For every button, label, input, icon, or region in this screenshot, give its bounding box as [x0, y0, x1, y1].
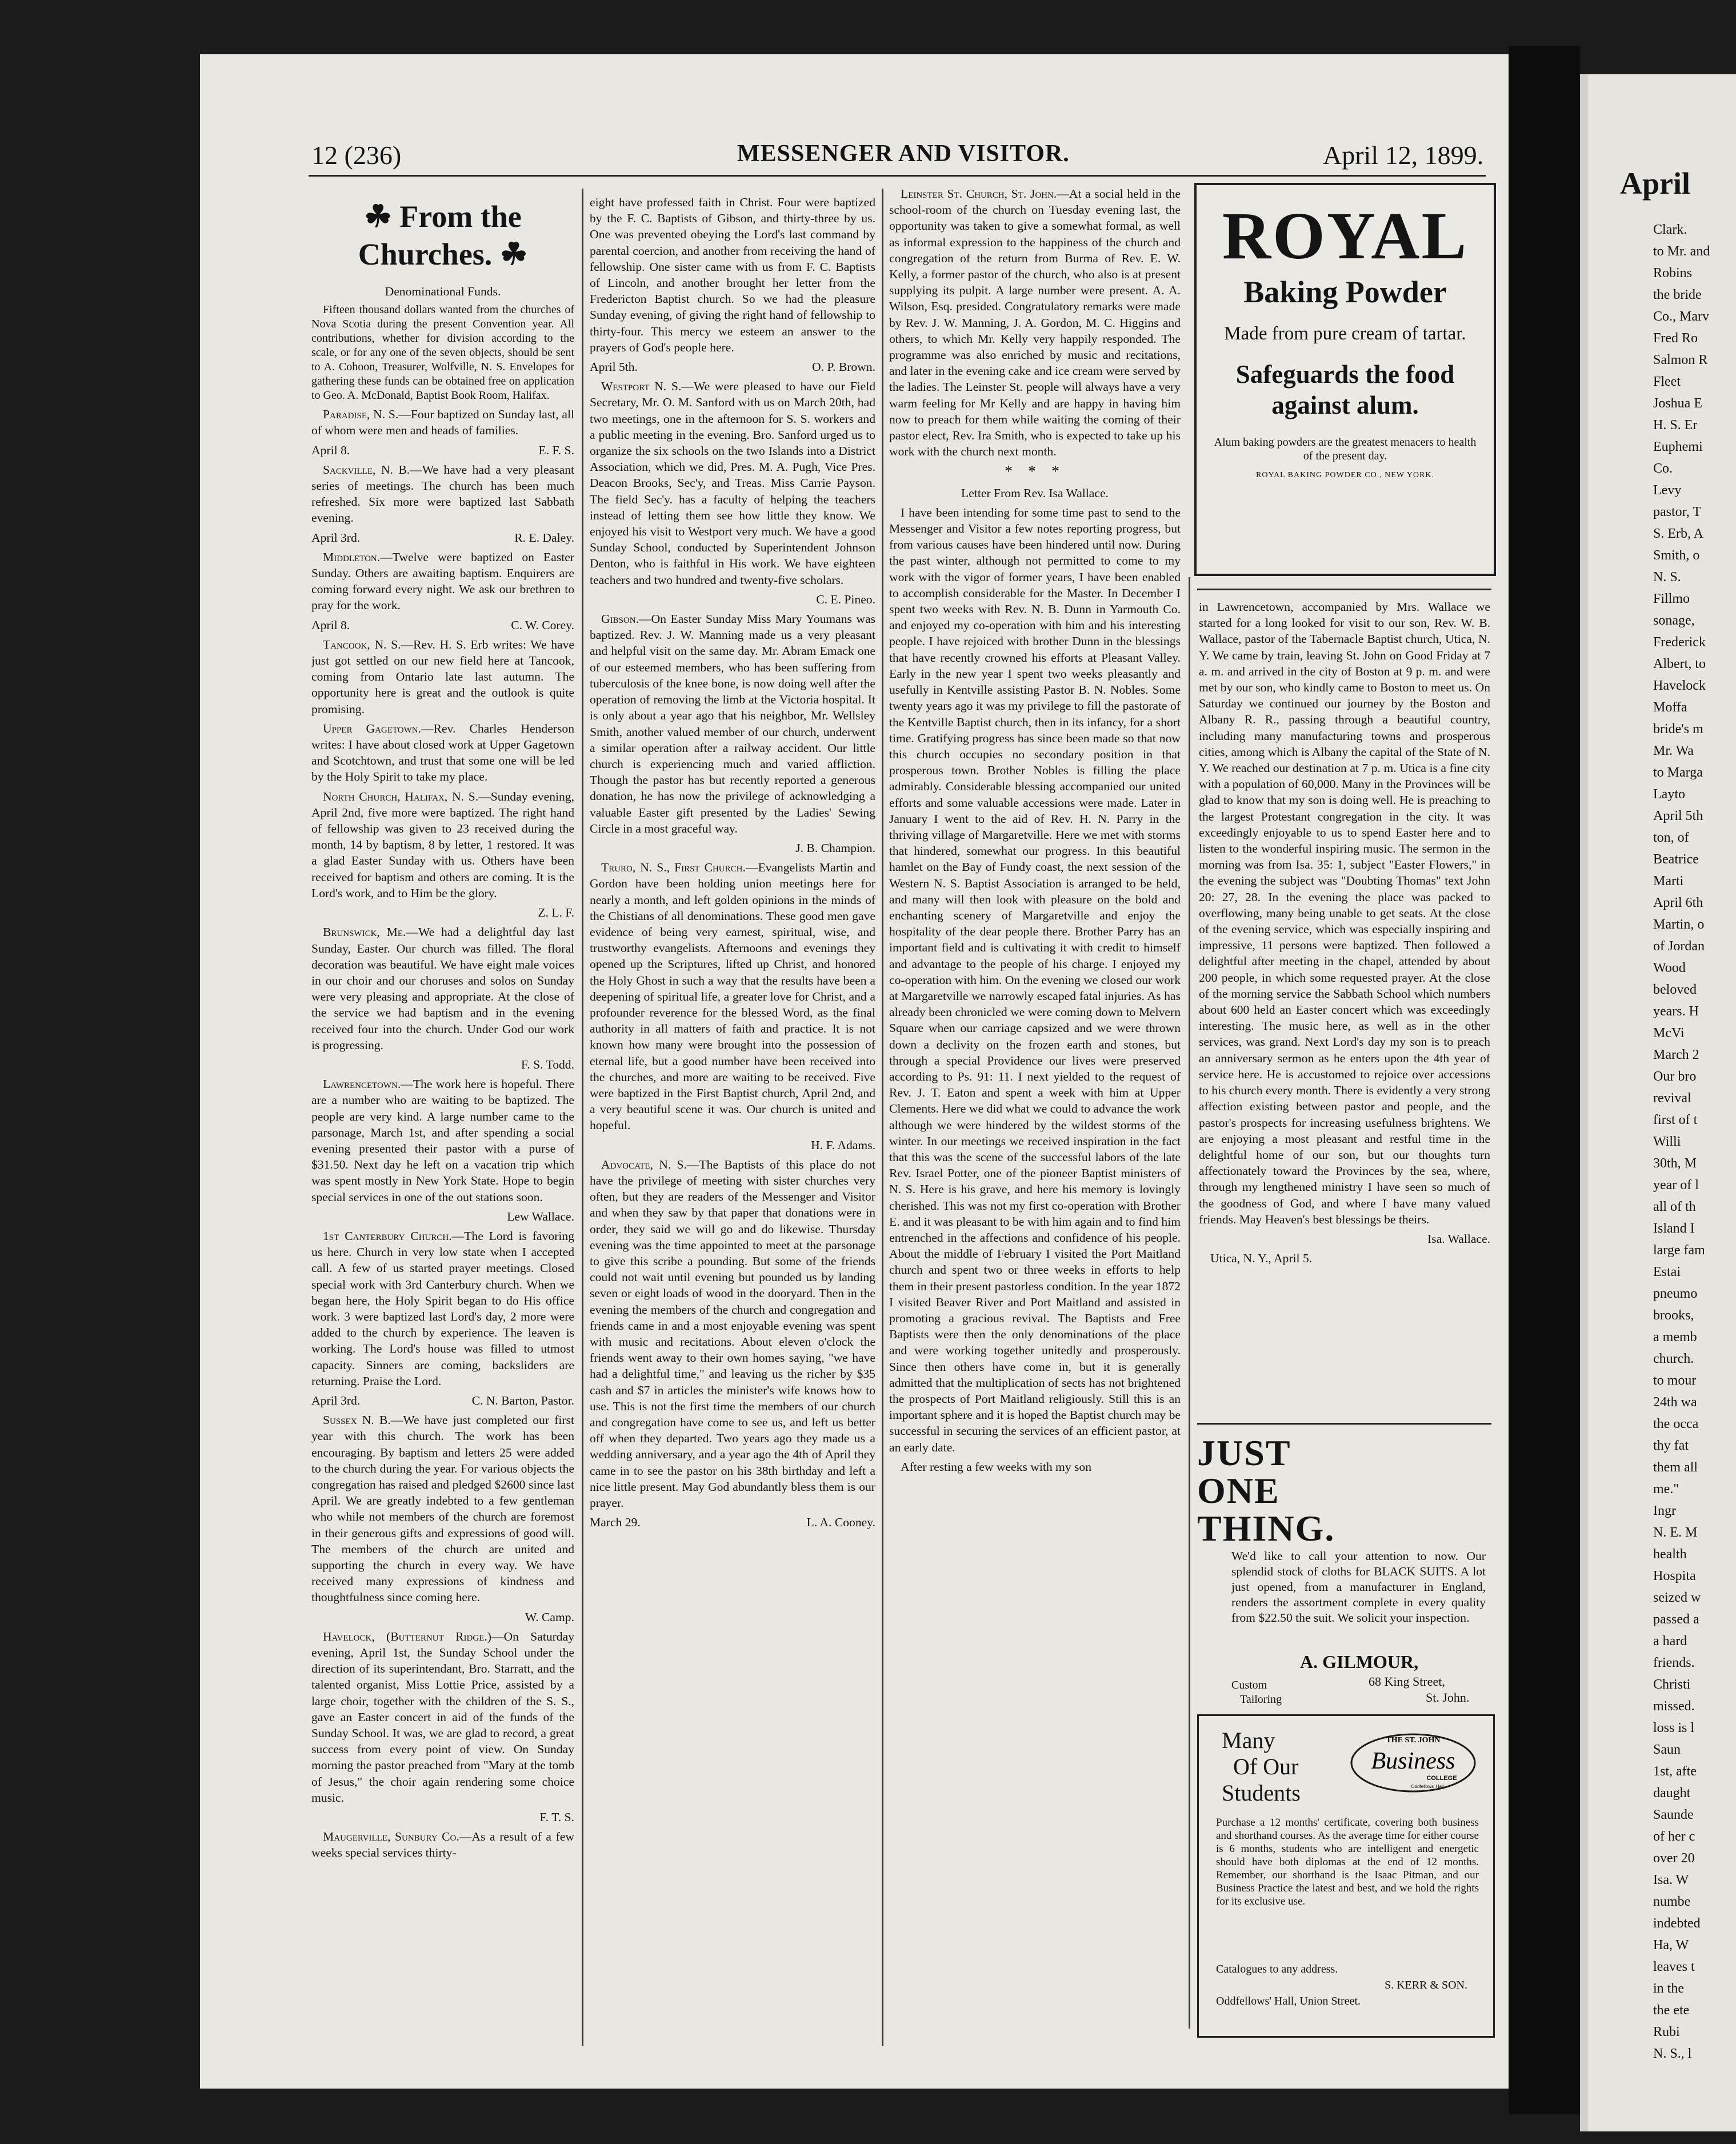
adjacent-page-line: Co., Marv — [1653, 309, 1709, 324]
report-author: L. A. Cooney. — [806, 1515, 875, 1530]
report-signature — [311, 530, 574, 546]
report-continuation: eight have professed faith in Christ. Four were baptized by the F. C. Baptists of Gibson, and thirty-three by us. One was prevented obeying the Lord's last command by parental coercion, and another from receiving the hand of fellowship. One sister came with us from F. C. Baptists of Lincoln, and another brought her letter from the Fredericton Baptist church. So we had the pleasure Sunday evening, of giving the right hand of fellowship to thirty-four. This mercy we esteem an answer to the prayers of God's people here. — [590, 195, 875, 354]
ad-headline: Many Of Our Students — [1222, 1727, 1301, 1806]
adjacent-page-line: the bride — [1653, 287, 1702, 302]
funds-notice: Fifteen thousand dollars wanted from the churches of Nova Scotia during the present Convention year. All contributions, whether for division according to the scale, or for any one of the seven objects, should be sent to A. Cohoon, Treasurer, Wolfville, N. S. Envelopes for gathering these funds can be obtained free on application to Geo. A. McDonald, Baptist Book Room, Halifax. — [311, 303, 574, 402]
custom-label: Custom — [1231, 1679, 1267, 1691]
church-report — [311, 1228, 574, 1389]
adjacent-page-line: all of th — [1653, 1199, 1696, 1214]
church-report — [590, 611, 875, 837]
product-name: Baking Powder — [1243, 275, 1447, 309]
report-signature — [311, 1057, 574, 1073]
adjacent-page-line: N. S., l — [1653, 2046, 1692, 2061]
ad-body: Purchase a 12 months' certificate, covering both business and shorthand courses. As the average time for either course is 6 months, students who are intelligent and energetic should have both diplomas at the end of 12 months. Remember, our shorthand is the Isaac Pitman, and our Business Practice the latest and best, and we hold the rights for its exclusive use. — [1216, 1817, 1479, 1907]
report-author: Z. L. F. — [538, 906, 574, 920]
page-number: 12 (236) — [311, 141, 402, 170]
adjacent-page-line: Joshua E — [1653, 396, 1702, 411]
report-text: —On Easter Sunday Miss Mary Youmans was baptized. Rev. J. W. Manning made us a very pleasant and helpful visit on the same day. Mr. Abram Emack one of our esteemed members, who has been suffering from tuberculosis of the knee bone, is now doing well after the operation of removing the limb at the Victoria hospital. It is only about a year ago that his neighbor, Mr. Wellsley Smith, another valued member of our church, underwent a similar operation after a railway accident. Our little church is experiencing much and varied affliction. Though the pastor has but recently reported a generous donation, he has now the privilege of acknowledging a valuable Easter gift presented by the Ladies' Sewing Circle in a most graceful way. — [590, 612, 875, 835]
report-signature — [590, 1137, 875, 1153]
adjacent-page-line: passed a — [1653, 1612, 1699, 1627]
business-college-logo — [1347, 1727, 1479, 1796]
adjacent-page-line: Moffa — [1653, 700, 1687, 715]
royal-logo: ROYAL — [1222, 198, 1469, 273]
report-place: Middleton. — [323, 550, 381, 564]
adjacent-page-line: in the — [1653, 1981, 1684, 1996]
adjacent-page-line: Martin, o — [1653, 917, 1705, 932]
report-author: W. Camp. — [525, 1610, 574, 1624]
church-report — [311, 637, 574, 717]
logo-small-text: Oddfellows' Hall — [1411, 1784, 1444, 1789]
adjacent-page-line: Salmon R — [1653, 353, 1708, 367]
report-text: —Four baptized on Sunday last, all of whom were men and heads of families. — [311, 407, 574, 438]
adjacent-page-line: seized w — [1653, 1590, 1701, 1605]
leinster-report: Leinster St. Church, St. John.—At a social held in the school-room of the church on Tuesday evening last, the opportunity was taken to give a somewhat formal, as well as informal expression to the happiness of the church and congregation of the return from Burma of Rev. E. W. Kelly, a former pastor of the church, who also is at present supplying its pulpit. A large number were present. A. A. Wilson, Esq. presided. Congratulatory remarks were made by Rev. J. W. Manning, J. A. Gordon, M. C. Higgins and others, to which Mr. Kelly very happily responded. The programme was also enriched by music and recitations, and later in the evening cake and ice cream were served by the ladies. The Leinster St. people will always have a very warm feeling for Mr Kelly and are happy in having him now to preach for them while waiting the coming of their pastor elect, Rev. Ira Smith, who is expected to take up his work with the church next month. — [889, 187, 1181, 459]
adjacent-page-line: Mr. Wa — [1653, 743, 1694, 758]
section-title: ☘ From the Churches. ☘ — [358, 199, 528, 271]
adjacent-page-line: H. S. Er — [1653, 418, 1698, 433]
report-signature — [311, 617, 574, 633]
gilmour-tailor-ad — [1197, 1433, 1491, 1706]
adjacent-page-line: Saun — [1653, 1742, 1681, 1757]
issue-date: April 12, 1899. — [1323, 141, 1484, 170]
church-report — [311, 1076, 574, 1205]
adjacent-page-line: a memb — [1653, 1330, 1697, 1345]
adjacent-page-line: Euphemi — [1653, 439, 1703, 454]
report-author: F. S. Todd. — [521, 1057, 574, 1071]
report-text: —We were pleased to have our Field Secretary, Mr. O. M. Sanford with us on March 20th, had two meetings, one in the afternoon for S. S. workers and a public meeting in the evening. Bro. Sanford urged us to organize the six schools on the two Islands into a District Association, which we did, Pres. M. A. Pugh, Vice Pres. Deacon Brooks, Sec'y, and Treas. Miss Carrie Payson. The field Sec'y. has a faculty of helping the teachers instead of letting them see how little they know. We enjoyed his visit to Westport very much. We have a good Sunday School, conducted by Superintendent Johnson Denton, who is faithful in His work. We have eighteen teachers and two hundred and twenty-five scholars. — [590, 379, 875, 587]
report-place: Paradise, N. S. — [323, 407, 399, 422]
adjacent-page-line: Beatrice — [1653, 852, 1699, 867]
adjacent-page-line: numbe — [1653, 1894, 1691, 1909]
report-date: April 8. — [311, 443, 350, 457]
report-text: —Sunday evening, April 2nd, five more were baptized. The right hand of fellowship was given to 23 received during the month, 14 by baptism, 8 by letter, 1 restored. It was a glad Easter Sunday with us. Others have been received for baptism and others are coming. It is the Lord's work, and to Him be the glory. — [311, 789, 574, 900]
adjacent-page-line: bride's m — [1653, 722, 1703, 737]
adjacent-page-line: a hard — [1653, 1634, 1687, 1649]
report-place: Brunswick, Me. — [323, 925, 406, 939]
ad-signature: S. KERR & SON. — [1384, 1979, 1467, 1991]
report-text: —Evangelists Martin and Gordon have been holding union meetings here for nearly a month, and left golden opinions in the minds of the Chistians of all denominations. These good men gave evidence of being very earnest, spiritual, wise, and trustworthy evangelists. Afternoons and evenings they opened up the Scriptures, lifted up Christ, and honored the Holy Ghost in such a way that the results have been a deepening of spiritual life, a greater love for Christ, and a profounder reverence for the blessed Word, as the final authority in all matters of faith and practice. It is not known how many were brought into the possession of eternal life, but a good number have been received into the churches, and more are waiting to be received. Five were baptized in the First Baptist church, April 2nd, and a very beautiful scene it was. Our church is united and hopeful. — [590, 861, 875, 1133]
adjacent-page-line: Christi — [1653, 1677, 1691, 1692]
report-signature — [590, 840, 875, 856]
adjacent-page-fragment — [1580, 74, 1736, 2131]
adjacent-page-line: of Jordan — [1653, 939, 1705, 954]
adjacent-page-line: S. Erb, A — [1653, 526, 1704, 541]
report-signature — [311, 1609, 574, 1625]
report-date: April 3rd. — [311, 530, 361, 545]
church-report — [311, 789, 574, 901]
report-place: Advocate, N. S. — [601, 1157, 687, 1171]
adjacent-page-line: revival — [1653, 1091, 1691, 1106]
adjacent-page-line: church. — [1653, 1351, 1694, 1366]
report-text: —Rev. Charles Henderson writes: I have about closed work at Upper Gagetown and Scotchtown, and trust that some one will be led by the Holy Spirit to take my place. — [311, 721, 574, 784]
adjacent-page-line: first of t — [1653, 1113, 1698, 1127]
report-place: Maugerville, Sunbury Co. — [323, 1830, 459, 1844]
adjacent-page-line: N. S. — [1653, 570, 1681, 585]
ad-address: Oddfellows' Hall, Union Street. — [1216, 1995, 1361, 2007]
report-author: R. E. Daley. — [514, 530, 574, 545]
logo-sub-text: COLLEGE — [1426, 1775, 1457, 1782]
report-text: —The Lord is favoring us here. Church in very low state when I accepted call. A few of us started prayer meetings. Closed special work with 3rd Canterbury church. When we began here, the Holy Spirit began to do His office work. 3 were baptized last Lord's day, 2 more were added to the church by experience. The leaven is working. The Lord's house was filled to utmost capacity. Sinners are coming, backsliders are returning. Praise the Lord. — [311, 1229, 574, 1388]
church-report — [590, 1157, 875, 1511]
church-report — [311, 549, 574, 614]
report-place: Havelock, (Butternut Ridge.) — [323, 1629, 491, 1643]
adjacent-page-line: the occa — [1653, 1417, 1699, 1431]
adjacent-page-line: 30th, M — [1653, 1156, 1697, 1171]
adjacent-page-line: pastor, T — [1653, 505, 1701, 519]
adjacent-page-line: Fleet — [1653, 374, 1681, 389]
letter-body: I have been intending for some time past to send to the Messenger and Visitor a few notes reporting progress, but from various causes have been hindered until now. During the past winter, although not permitted to come to my work with the vigor of former years, I have been enabled to accomplish considerable for the Master. In December I spent two weeks with Rev. N. B. Dunn in Yarmouth Co. and enjoyed my co-operation with him and his interesting people. I have rejoiced with brother Dunn in the blessings that have recently crowned his efforts at Pleasant Valley. Early in the new year I spent two weeks pleasantly and usefully in Kentville assisting Pastor B. N. Nobles. Some twenty years ago it was my privilege to fill the pastorate of the Kentville Baptist church, then in its infancy, for a short time. Gratifying progress has since been made so that now this church occupies no secondary position in that prosperous town. Brother Nobles is filling the place admirably. Considerable blessing accompanied our united efforts and some valuable accessions were made. Later in January I went to the aid of Rev. H. N. Parry in the thriving village of Margaretville. Here we met with storms that hindered, somewhat our progress. In this beautiful hamlet on the Bay of Fundy coast, the next session of the Western N. S. Baptist Association is arranged to be held, and many will then look with pleasure on the bold and enchanting scenery of Margaretville and enjoy the hospitality of the dear people there. Brother Parry has an important field and is cultivating it with credit to himself and advantage to the people of his charge. I enjoyed my co-operation with him. On the evening we closed our work at Margaretville we narrowly escaped fatal injuries. As has already been chronicled we were coming down to Melvern Square when our carriage capsized and we were thrown down a declivity on the frozen earth and stones, but through a special Providence our lives were preserved according to Ps. 91: 11. I next yielded to the request of Rev. J. T. Eaton and spent a week with him at Upper Clements. Here we did what we could to advance the work although we were hindered by the wildest storms of the winter. In our meetings we received inspiration in the fact that this was the scene of the successful labors of the late Rev. Israel Potter, one of the pioneer Baptist ministers of N. S. Here is his grave, and here his memory is lovingly cherished. This was not my first co-operation with Brother E. and it was pleasant to be with him again and to find him entrenched in the affections and confidence of his people. About the middle of February I visited the Port Maitland church and spent two or three weeks in efforts to help them in their present pastorless condition. In the year 1872 I visited Beaver River and Port Maitland and assisted in promoting a gracious revival. The Baptists and Free Baptists were then the only denominations of the place and were working together unitedly and prosperously. Since then others have come in, but it is generally admitted that the multiplication of sects has not brightened the prospects of Port Maitland religiously. Still this is an important sphere and it is hoped the Baptist church may be successful in securing the services of an efficient pastor, at an early date. — [889, 505, 1181, 1454]
report-text: —Twelve were baptized on Easter Sunday. Others are awaiting baptism. Enquirers are coming forward every night. We ask our brethren to pray for the work. — [311, 550, 574, 613]
adjacent-page-line: to Mr. and — [1653, 244, 1710, 259]
report-signature — [311, 1209, 574, 1225]
letter-dateline: Utica, N. Y., April 5. — [1210, 1251, 1313, 1266]
report-place: Truro, N. S., First Church. — [601, 861, 746, 875]
separator-stars: * * * — [1005, 463, 1065, 481]
royal-baking-powder-ad — [1194, 183, 1496, 576]
church-report — [590, 378, 875, 588]
adjacent-page-line: Rubi — [1653, 2025, 1680, 2039]
report-signature — [311, 905, 574, 921]
report-date: April 8. — [311, 618, 350, 632]
church-report — [311, 1829, 574, 1861]
page-gutter — [1509, 46, 1580, 2114]
adjacent-page-line: Wood — [1653, 961, 1686, 975]
report-signature — [590, 591, 875, 607]
report-place: Gibson. — [601, 612, 639, 626]
adjacent-page-line: missed. — [1653, 1699, 1695, 1714]
church-report — [311, 1629, 574, 1806]
report-author: Lew Wallace. — [507, 1209, 574, 1223]
report-date: March 29. — [590, 1515, 641, 1530]
adjacent-page-line: loss is l — [1653, 1721, 1695, 1735]
advertiser-city: St. John. — [1426, 1690, 1470, 1705]
ad-catalogue-note: Catalogues to any address. — [1216, 1963, 1338, 1975]
column-rule — [1189, 577, 1190, 2029]
ad-slogan: Safeguards the food against alum. — [1235, 360, 1455, 419]
church-report — [311, 924, 574, 1053]
church-report — [311, 462, 574, 526]
adjacent-page-line: Clark. — [1653, 222, 1687, 237]
report-place: Westport N. S. — [601, 379, 682, 394]
header-rule — [309, 175, 1486, 177]
adjacent-page-line: ton, of — [1653, 830, 1689, 845]
ad-warning: Alum baking powders are the greatest menacers to health of the present day. — [1214, 436, 1477, 462]
letter-signature: Isa. Wallace. — [1427, 1231, 1490, 1246]
adjacent-page-line: me." — [1653, 1482, 1679, 1497]
advertiser-street: 68 King Street, — [1369, 1674, 1445, 1689]
adjacent-page-line: the ete — [1653, 2003, 1690, 2018]
report-author: H. F. Adams. — [811, 1138, 875, 1152]
adjacent-page-line: Isa. W — [1653, 1873, 1689, 1887]
adjacent-page-line: Ingr — [1653, 1503, 1676, 1518]
adjacent-page-line: Marti — [1653, 874, 1684, 889]
adjacent-page-line: Smith, o — [1653, 548, 1700, 563]
page-edge — [1580, 74, 1588, 2131]
adjacent-page-line: brooks, — [1653, 1308, 1694, 1323]
adjacent-page-line: March 2 — [1653, 1047, 1699, 1062]
report-signature — [311, 442, 574, 458]
adjacent-page-header: April — [1620, 166, 1691, 201]
report-author: C. W. Corey. — [511, 618, 574, 632]
report-text: —We have just completed our first year with this church. The work has been encouraging. By baptism and letters 25 were added to the church during the year. For various objects the congregation has raised and pledged $2600 since last April. We are greatly indebted to a few gentleman who while not members of the church are foremost in their generous gifts and expressions of good will. The members of the church are united and supporting the church in every way. We have received many expressions of kindness and thoughtfulness since coming here. — [311, 1413, 574, 1605]
report-author: J. B. Champion. — [795, 841, 875, 855]
adjacent-page-line: thy fat — [1653, 1438, 1689, 1453]
report-text: —The Baptists of this place do not have the privilege of meeting with sister churches very often, but they are readers of the Messenger and Visitor and when they saw by that paper that donations were in order, they said we will go and do likewise. Thursday evening was the time appointed to meet at the parsonage to give this scribe a pounding. But some of the friends could not wait until evening but pounded us by landing seven or eight loads of wood in the dooryard. Then in the evening the members of the church and congregation and friends came in and a most enjoyable evening was spent with music and recitations. About eleven o'clock the friends went away to their own homes saying, "we have had a delightful time," and leaving us the richer by $35 cash and $7 in articles the minister's wife knows how to use. This is not the first time the members of our church and congregation have come to see us, and left us better off when they departed. Two years ago they made us a wedding anniversary, and a year ago the 4th of April they came in to see the pastor on his 38th birthday and left a nice little present. May God abundantly bless them is our prayer. — [590, 1157, 875, 1510]
adjacent-page-line: health — [1653, 1547, 1687, 1562]
adjacent-page-line: Fred Ro — [1653, 331, 1698, 346]
adjacent-page-line: of her c — [1653, 1829, 1695, 1844]
funds-heading: Denominational Funds. — [385, 285, 501, 298]
ad-rule — [1197, 589, 1491, 590]
ad-headline: JUST ONE THING. — [1197, 1433, 1335, 1549]
report-place: Sackville, N. B. — [323, 462, 410, 477]
adjacent-page-line: N. E. M — [1653, 1525, 1698, 1540]
adjacent-page-line: to mour — [1653, 1373, 1697, 1388]
report-place: Upper Gagetown. — [323, 721, 422, 735]
letter-body-end: After resting a few weeks with my son — [901, 1459, 1092, 1474]
column-4 — [1199, 599, 1490, 1410]
logo-top-text: THE ST. JOHN — [1386, 1736, 1441, 1745]
adjacent-page-line: McVi — [1653, 1026, 1685, 1041]
adjacent-page-line: Our bro — [1653, 1069, 1697, 1084]
adjacent-page-line: Frederick — [1653, 635, 1706, 650]
report-text: —The work here is hopeful. There are a number who are waiting to be baptized. The people are very kind. A large number came to the parsonage, March 1st, and after spending a social evening presented their pastor with a purse of $31.50. Next day he left on a vacation trip which was spent mostly in New York State. Hope to begin special services in one of the out stations soon. — [311, 1077, 574, 1204]
adjacent-page-line: Saunde — [1653, 1807, 1694, 1822]
report-signature — [590, 1514, 875, 1530]
adjacent-page-line: Robins — [1653, 266, 1693, 281]
adjacent-page-line: beloved — [1653, 982, 1697, 997]
adjacent-page-line: them all — [1653, 1460, 1698, 1475]
church-reports — [590, 378, 875, 1530]
adjacent-page-line: April 5th — [1653, 809, 1703, 823]
church-report — [311, 1412, 574, 1605]
column-2 — [590, 194, 875, 2011]
adjacent-page-line: friends. — [1653, 1655, 1695, 1670]
adjacent-page-line: Co. — [1653, 461, 1673, 476]
adjacent-page-line: large fam — [1653, 1243, 1705, 1258]
adjacent-page-line: April 6th — [1653, 895, 1703, 910]
report-place: Tancook, N. S. — [323, 637, 401, 651]
report-author: E. F. S. — [538, 443, 574, 457]
adjacent-page-line: Island I — [1653, 1221, 1695, 1236]
adjacent-page-line: years. H — [1653, 1004, 1699, 1019]
report-text: —On Saturday evening, April 1st, the Sunday School under the direction of its superintendant, Bro. Starratt, and the talented organist, Miss Lottie Price, assisted by a large choir, together with the children of the S. S., gave an Easter concert in aid of the funds of the Sunday School. It was, we are glad to record, a great success from every point of view. On Sunday morning the pastor preached from "Mary at the tomb of Jesus," the choir again rendering some choice music. — [311, 1629, 574, 1805]
adjacent-page-line: Ha, W — [1653, 1938, 1689, 1953]
adjacent-page-line: pneumo — [1653, 1286, 1698, 1301]
adjacent-page-line: Fillmo — [1653, 591, 1690, 606]
report-signature — [311, 1393, 574, 1409]
report-author: C. E. Pineo. — [816, 592, 875, 606]
adjacent-page-line: daught — [1653, 1786, 1691, 1801]
masthead-title: MESSENGER AND VISITOR. — [737, 141, 1070, 167]
church-report — [311, 406, 574, 438]
adjacent-page-line: over 20 — [1653, 1851, 1695, 1866]
adjacent-page-line: to Marga — [1653, 765, 1703, 780]
report-text: —Rev. H. S. Erb writes: We have just got settled on our new field here at Tancook, coming from Ontario late last autumn. The opportunity here is great and the outlook is quite promising. — [311, 637, 574, 716]
report-text: —As a result of a few weeks special services thirty- — [311, 1830, 574, 1860]
report-signature — [311, 1809, 574, 1825]
letter-continuation: in Lawrencetown, accompanied by Mrs. Wallace we started for a long looked for visit to our son, Rev. W. B. Wallace, pastor of the Tabernacle Baptist church, Utica, N. Y. We came by train, leaving St. John on Good Friday at 7 a. m. and arrived in the city of Boston at 9 p. m. and were met by our son, who kindly came to Boston to meet us. On Saturday we continued our journey by the Boston and Albany R. R., passing through a beautiful country, including many manufacturing towns and prosperous cities, among which is Albany the capital of the State of N. Y. We reached our destination at 7 p. m. Utica is a fine city with a population of 60,000. Many in the Provinces will be glad to know that my son is doing well. He is preaching to the largest Protestant congregation in the city. It was exceedingly enjoyable to us to spend Easter here and to listen to the wonderful inspiring music. The sermon in the morning was from Isa. 35: 1, subject "Easter Flowers," in the evening the subject was "Doubting Thomas" text John 20: 27, 28. In the evening the place was packed to overflowing, many being unable to get seats. At the close of the evening service, which was especially inspiring and impressive, 11 persons were baptized. Then followed a delightful after meeting in the chapel, attended by about 200 people, in which some requested prayer. At the close of the morning service the Sabbath School which numbers about 600 held an Easter concert which was exceedingly interesting. The music here, as well as in the other services, was grand. Next Lord's day my son is to preach an anniversary sermon as he enters upon the 4th year of service here. He is accustomed to rejoice over accessions to his church every month. There is evidently a very strong affection existing between pastor and people, and the pastor's prospects for increasing usefulness brightens. We are enjoying a most pleasant and restful time in the delightful home of our son, but our thoughts turn affectionately toward the Provinces by the sea, where, through my lengthened ministry I have seen so much of the goodness of God, and where I have many valued friends. May Heaven's best blessings be theirs. — [1199, 600, 1490, 1226]
column-rule — [582, 189, 583, 2046]
column-rule — [882, 189, 883, 2046]
adjacent-page-line: indebted — [1653, 1916, 1701, 1931]
report-author: C. N. Barton, Pastor. — [471, 1393, 574, 1407]
adjacent-page-line: sonage, — [1653, 613, 1695, 628]
advertiser-name: A. GILMOUR, — [1300, 1651, 1419, 1672]
report-place: 1st Canterbury Church. — [323, 1229, 452, 1243]
adjacent-page-line: year of l — [1653, 1178, 1699, 1193]
column-1 — [311, 194, 574, 2023]
report-place: Sussex N. B. — [323, 1413, 391, 1427]
adjacent-page-line: Willi — [1653, 1134, 1681, 1149]
report-place: North Church, Halifax, N. S. — [323, 789, 479, 803]
adjacent-page-line: Havelock — [1653, 678, 1706, 693]
column-3 — [889, 186, 1181, 2014]
report-place: Lawrencetown. — [323, 1077, 401, 1091]
report-date: April 3rd. — [311, 1393, 361, 1407]
adjacent-page-line: 24th wa — [1653, 1395, 1697, 1410]
ad-company: ROYAL BAKING POWDER CO., NEW YORK. — [1256, 471, 1434, 479]
ad-claim: Made from pure cream of tartar. — [1224, 323, 1466, 344]
report-signature: April 5th. O. P. Brown. — [590, 360, 875, 374]
adjacent-page-line: leaves t — [1653, 1959, 1695, 1974]
report-text: —We had a delightful day last Sunday, Easter. Our church was filled. The floral decoration was beautiful. We have eight male voices in our choir and our choruses and solos on Sunday were very pleasing and appropriate. At the close of the service we had baptism and in the evening received four into the church. Under God our work is progressing. — [311, 925, 574, 1052]
adjacent-page-line: Levy — [1653, 483, 1682, 498]
ad-rule — [1197, 1423, 1491, 1425]
adjacent-page-line: Albert, to — [1653, 657, 1706, 671]
adjacent-page-line: Layto — [1653, 787, 1685, 802]
adjacent-page-line: Estai — [1653, 1265, 1681, 1279]
ad-body: We'd like to call your attention to now. Our splendid stock of cloths for BLACK SUITS. A lot just opened, from a manufacturer in England, renders the assortment complete in every quality from $22.50 the suit. We solicit your inspection. — [1231, 1549, 1486, 1625]
letter-title: Letter From Rev. Isa Wallace. — [961, 486, 1109, 500]
church-reports — [311, 406, 574, 1861]
logo-main-text: Business — [1371, 1748, 1455, 1774]
adjacent-page-line: 1st, afte — [1653, 1764, 1697, 1779]
report-text: —We have had a very pleasant series of meetings. The church has been much refreshed. Six more were baptized last Sabbath evening. — [311, 462, 574, 525]
report-author: F. T. S. — [539, 1810, 574, 1825]
business-college-ad — [1197, 1714, 1495, 2038]
church-report — [311, 721, 574, 785]
adjacent-page-line: Hospita — [1653, 1569, 1696, 1583]
church-report — [590, 859, 875, 1133]
tailoring-label: Tailoring — [1240, 1693, 1282, 1706]
